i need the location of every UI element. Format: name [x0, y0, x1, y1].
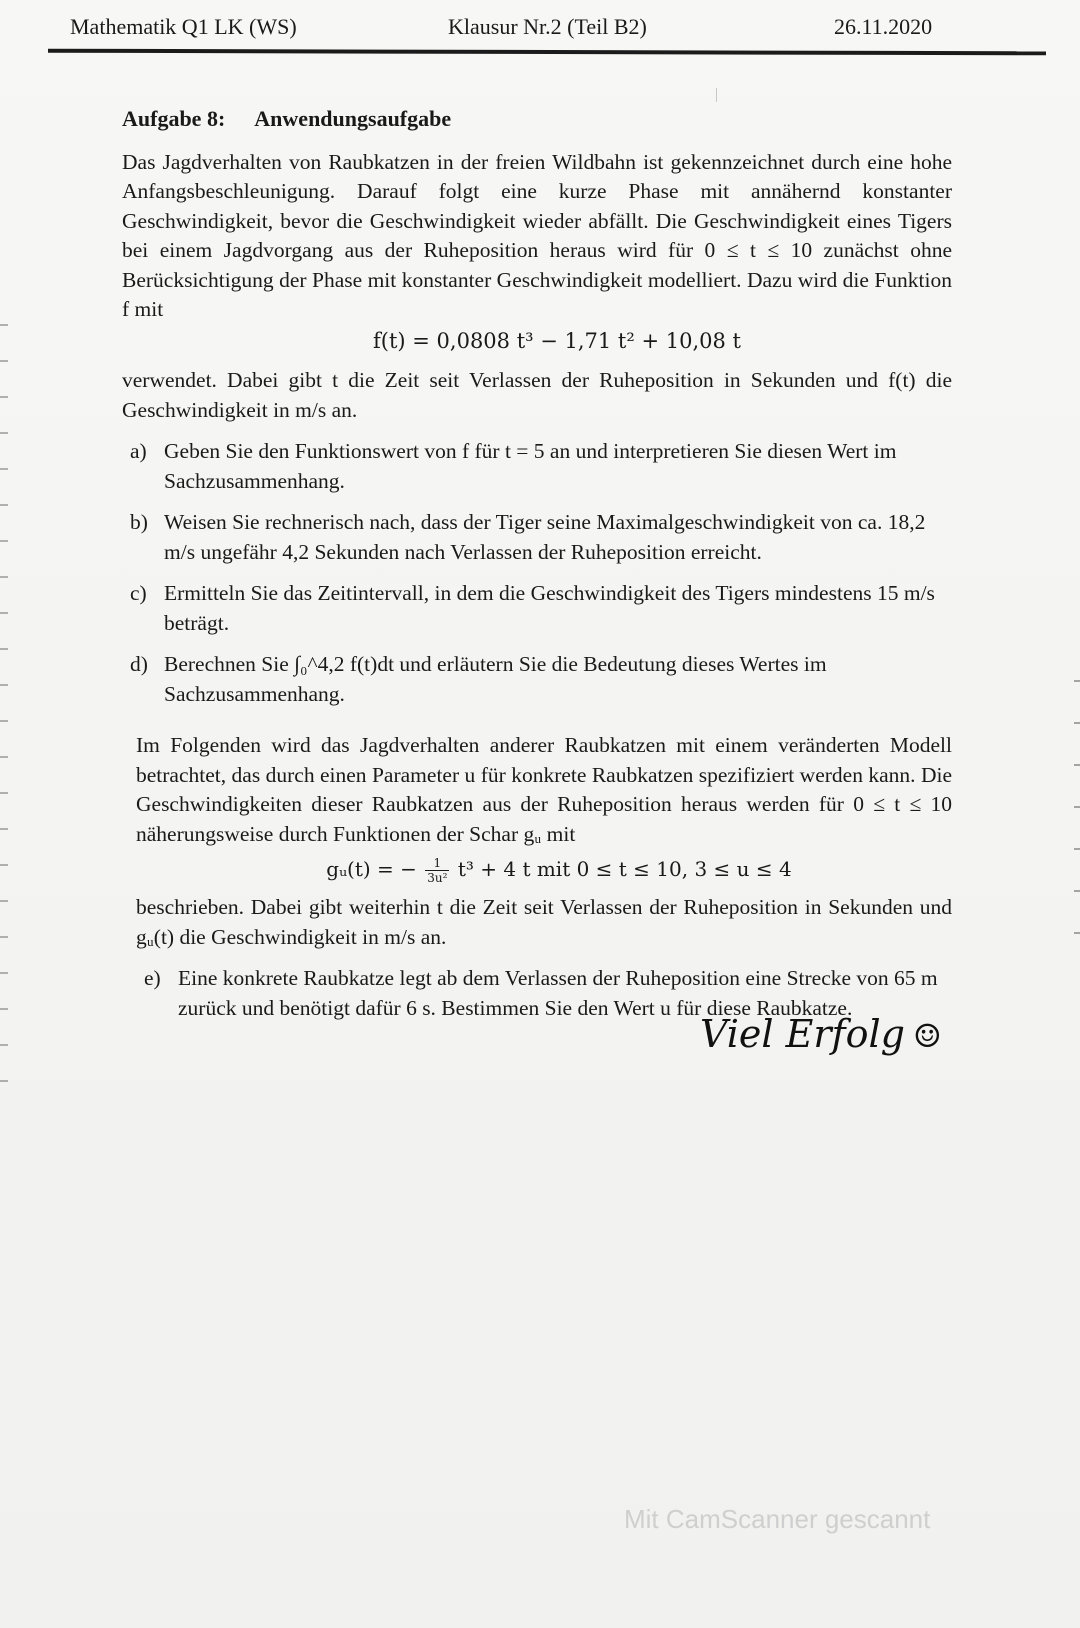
- formula-g-left: gᵤ(t) = −: [326, 857, 417, 881]
- task-heading: [122, 104, 952, 134]
- subtask-mark: b): [130, 510, 148, 534]
- subtask-text: Weisen Sie rechnerisch nach, dass der Tiger seine Maximalgeschwindigkeit von ca. 18,2 m/s ungefähr 4,2 Sekunden nach Verlassen der Ruheposition erreicht.: [164, 510, 926, 564]
- scanner-watermark: Mit CamScanner gescannt: [624, 1504, 931, 1534]
- subtask-mark: d): [130, 652, 148, 676]
- formula-g: [136, 855, 952, 885]
- header-exam: Klausur Nr.2 (Teil B2): [448, 14, 647, 39]
- smiley-icon: ☺: [912, 1017, 942, 1055]
- header-date: 26.11.2020: [834, 14, 933, 39]
- subtask-d: [122, 650, 952, 709]
- subtask-mark: e): [144, 966, 161, 990]
- fraction-denominator: 3u²: [427, 871, 448, 885]
- closing-text: Viel Erfolg: [700, 1012, 905, 1056]
- subtask-mark: c): [130, 581, 147, 605]
- formula-g-right: t³ + 4 t mit 0 ≤ t ≤ 10, 3 ≤ u ≤ 4: [457, 857, 792, 881]
- document-header: [70, 10, 933, 46]
- task-after-formula: verwendet. Dabei gibt t die Zeit seit Verlassen der Ruheposition in Sekunden und f(t) die Geschwindigkeit in m/s an.: [122, 368, 952, 422]
- subtask-text: Berechnen Sie ∫₀^4,2 f(t)dt und erläutern Sie die Bedeutung dieses Wertes im Sachzusammenhang.: [164, 652, 827, 706]
- closing-greeting: [700, 1012, 942, 1056]
- subtask-text: Ermitteln Sie das Zeitintervall, in dem die Geschwindigkeit des Tigers mindestens 15 m/s beträgt.: [164, 581, 935, 635]
- subtask-c: [122, 579, 952, 638]
- formula-f: f(t) = 0,0808 t³ − 1,71 t² + 10,08 t: [373, 328, 741, 353]
- page-edge-lines-left: [0, 290, 8, 1110]
- section2-after: beschrieben. Dabei gibt weiterhin t die Zeit seit Verlassen der Ruheposition in Sekunden und gᵤ(t) die Geschwindigkeit in m/s an.: [136, 895, 952, 949]
- section-model-g: [122, 731, 952, 1023]
- formula-g-fraction: [425, 856, 449, 885]
- task-number: Aufgabe 8:: [122, 106, 226, 131]
- task-content: [122, 104, 952, 1035]
- subtask-text: Eine konkrete Raubkatze legt ab dem Verlassen der Ruheposition eine Strecke von 65 m zurück und benötigt dafür 6 s. Bestimmen Sie den Wert u für diese Raubkatze.: [178, 966, 938, 1020]
- subtask-a: [122, 437, 952, 496]
- subtask-mark: a): [130, 439, 147, 463]
- fraction-numerator: 1: [425, 856, 449, 871]
- subtask-text: Geben Sie den Funktionswert von f für t = 5 an und interpretieren Sie diesen Wert im Sachzusammenhang.: [164, 439, 897, 493]
- page-edge-lines-right: [1074, 640, 1080, 940]
- task-title: Anwendungsaufgabe: [254, 106, 452, 131]
- section2-intro: Im Folgenden wird das Jagdverhalten anderer Raubkatzen mit einem veränderten Modell betrachtet, das durch einen Parameter u für konkrete Raubkatzen spezifiziert werden kann. Die Geschwindigkeiten dieser Raubkatzen aus der Ruheposition heraus werden für 0 ≤ t ≤ 10 näherungsweise durch Funktionen der Schar gᵤ mit: [136, 733, 952, 846]
- pencil-mark: [716, 88, 717, 102]
- subtask-b: [122, 508, 952, 567]
- task-intro: Das Jagdverhalten von Raubkatzen in der freien Wildbahn ist gekennzeichnet durch eine hohe Anfangsbeschleunigung. Darauf folgt eine kurze Phase mit annähernd konstanter Geschwindigkeit, bevor die Geschwindigkeit wieder abfällt. Die Geschwindigkeit eines Tigers bei einem Jagdvorgang aus der Ruheposition heraus wird für 0 ≤ t ≤ 10 zunächst ohne Berücksichtigung der Phase mit konstanter Geschwindigkeit modelliert. Dazu wird die Funktion f mit: [122, 149, 952, 321]
- header-rule: [48, 49, 1046, 56]
- subtask-list: [122, 437, 952, 709]
- header-course: Mathematik Q1 LK (WS): [70, 14, 297, 39]
